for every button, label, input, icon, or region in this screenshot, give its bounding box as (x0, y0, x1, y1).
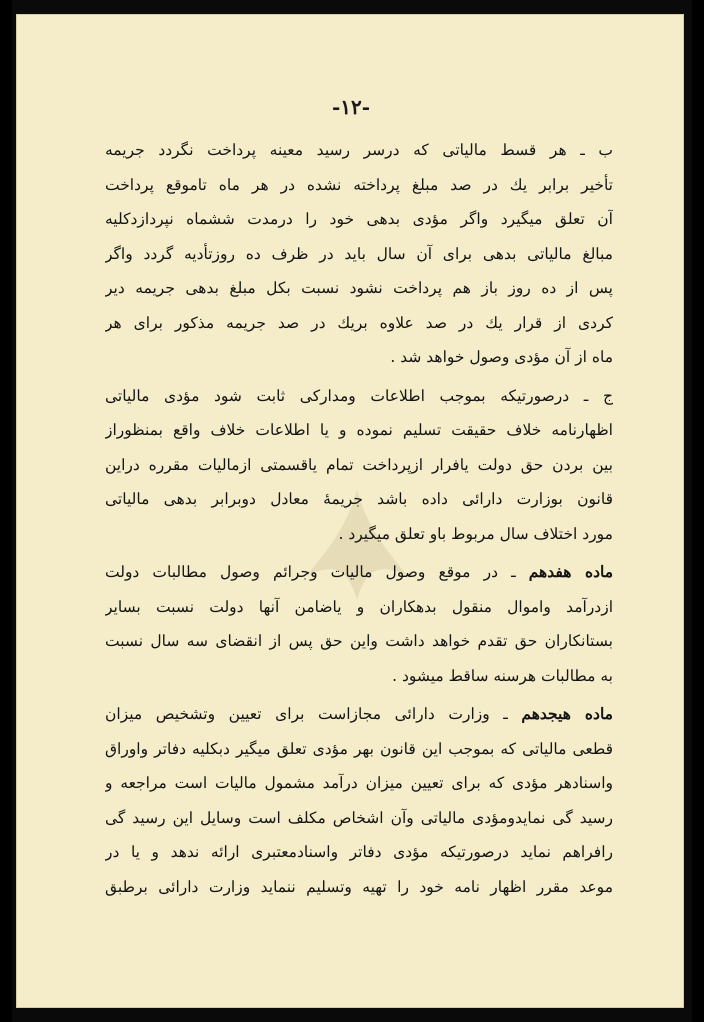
scan-edge-right (692, 0, 704, 1022)
text-line: ازدرآمد واموال منقول بدهکاران و یاضامن آنها دولت نسبت بسایر (105, 597, 613, 616)
text-line: بین بردن حق دولت یافرار ازپرداخت تمام یاقسمتی ازمالیات مقرره دراین (105, 455, 613, 474)
text-line: تأخیر برابر یك در صد مبلغ پرداخته نشده در هر ماه تاموقع پرداخت (105, 175, 613, 194)
text-line: بستانکاران حق تقدم خواهد داشت واین حق پس از انقضای سه سال نسبت (105, 632, 613, 650)
text-line: کردی از قرار یك در صد علاوه بریك در صد جریمه مذکور برای هر (105, 313, 613, 332)
page-number: -۱۲- (331, 95, 371, 119)
text-line: پس از ده روز باز هم پرداخت نشود نسبت بکل مبلغ بدهی جریمه دیر (105, 279, 613, 297)
text-line: اظهارنامه خلاف حقیقت تسلیم نموده و یا اطلاعات خلاف واقع بمنظوراز (105, 421, 613, 439)
text-line: رافراهم نماید درصورتیکه مؤدی دفاتر واسنادمعتبری ارائه ندهد و یا در (105, 843, 613, 861)
article-heading: ماده هفدهم (528, 562, 613, 581)
text-line: ب ـ هر قسط مالیاتی که درسر رسید معینه پرداخت نگردد جریمه (105, 141, 613, 159)
text-line: مورد اختلاف سال مربوط باو تعلق میگیرد . (338, 524, 613, 543)
article-text: ـ در موقع وصول مالیات وجرائم وصول مطالبات دولت (105, 563, 516, 581)
text-line: واسنادهر مؤدی که برای تعیین میزان درآمد مشمول مالیات است مراجعه و (105, 774, 613, 792)
document-page (16, 14, 684, 1008)
text-line (105, 555, 613, 590)
article-17 (105, 555, 613, 693)
text-line: رسید گی نمایدومؤدی مالیاتی وآن اشخاص مکلف است وسایل این رسید گی (105, 808, 613, 827)
text-line: مبالغ مالیاتی بدهی برای آن سال باید در ظرف ده روزتأدیه گردد واگر (105, 244, 613, 263)
text-line: موعد مقرر اظهار نامه خود را تهیه وتسلیم ننماید وزارت دارائی برطبق (105, 877, 613, 896)
article-heading: ماده هیجدهم (521, 704, 613, 723)
text-line: آن تعلق میگیرد واگر مؤدی بدهی خود را درمدت ششماه نپردازدکلیه (105, 210, 613, 228)
text-line (105, 697, 613, 732)
paragraph-b (105, 133, 613, 375)
text-line: ج ـ درصورتیکه بموجب اطلاعات ومدارکی ثابت شود مؤدی مالیاتی (105, 386, 613, 405)
text-line: ماه از آن مؤدی وصول خواهد شد . (390, 348, 613, 366)
text-line: به مطالبات هرسنه ساقط میشود . (392, 666, 613, 685)
paragraph-j (105, 379, 613, 552)
body-text (105, 133, 613, 904)
text-line: قانون بوزارت دارائی داده باشد جریمهٔ معادل دوبرابر بدهی مالیاتی (105, 490, 613, 508)
text-line: قطعی مالیاتی که بموجب این قانون بهر مؤدی تعلق میگیر دبکلیه دفاتر واوراق (105, 739, 613, 758)
article-18 (105, 697, 613, 904)
article-text: ـ وزارت دارائی مجازاست برای تعیین وتشخیص میزان (105, 705, 508, 723)
scan-edge-left (0, 0, 12, 1022)
